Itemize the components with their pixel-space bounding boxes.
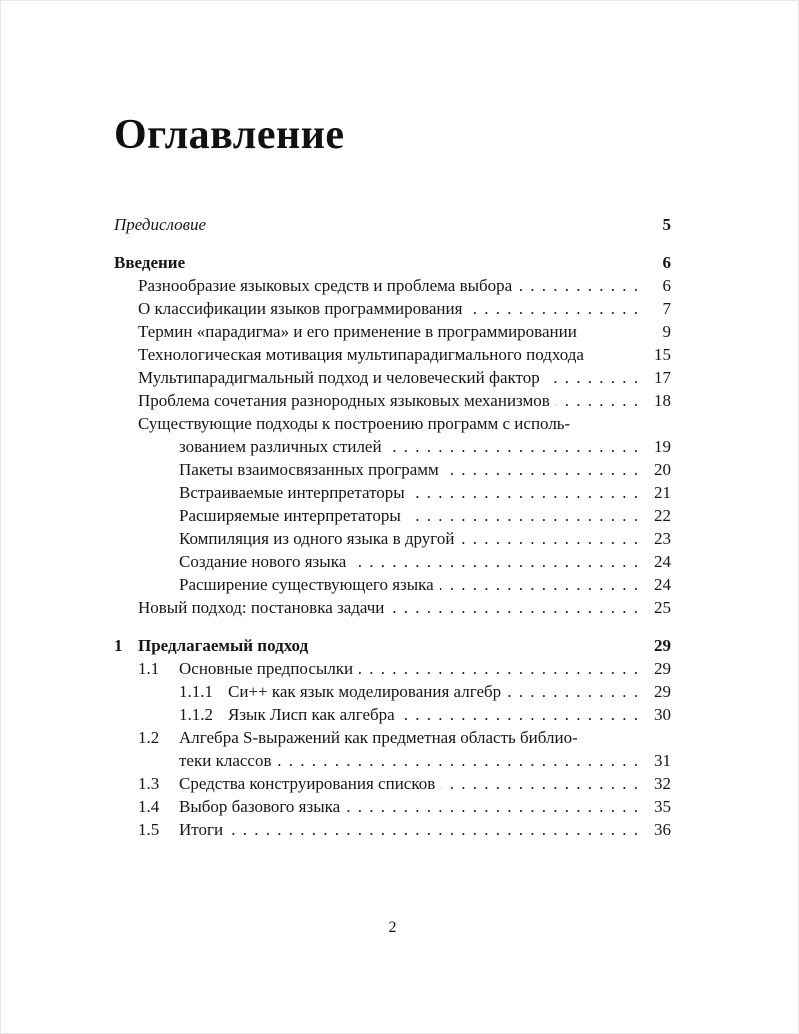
toc-entries [114,213,671,841]
toc-entry[interactable] [114,550,671,573]
toc-entry-page: 35 [654,797,671,817]
toc-entry-page: 29 [654,682,671,702]
toc-entry-text: Расширяемые интерпретаторы [179,506,401,526]
toc-entry[interactable] [114,772,671,795]
toc-entry-text: зованием различных стилей [179,437,382,457]
toc-entry-page: 22 [654,506,671,526]
toc-leader-dots [556,389,638,412]
toc-leader-dots [407,504,638,527]
toc-leader-dots [411,481,638,504]
toc-entry-page: 6 [662,276,671,296]
toc-leader-dots [229,818,638,841]
toc-leader-dots [546,366,638,389]
toc-entry-number: 1.5 [138,820,160,840]
toc-entry[interactable] [114,818,671,841]
toc-entry[interactable] [114,389,671,412]
toc-entry[interactable] [114,343,671,366]
toc-leader-dots [359,657,638,680]
toc-entry-text: Расширение существующего языка [179,575,434,595]
toc-entry[interactable] [114,297,671,320]
toc-entry-page: 23 [654,529,671,549]
toc-leader-dots [390,596,638,619]
toc-entry-text: Термин «парадигма» и его применение в программировании [138,322,577,342]
toc-entry-text: О классификации языков программирования [138,299,463,319]
toc-entry-text: Предисловие [114,215,207,235]
toc-entry[interactable] [114,596,671,619]
toc-entry[interactable] [114,458,671,481]
toc-leader-dots [518,274,638,297]
toc-entry-number: 1.1.1 [179,682,213,702]
toc-entry-text: Технологическая мотивация мультипарадигмального подхода [138,345,584,365]
page-number-footer: 2 [388,919,397,936]
toc-leader-dots [440,573,638,596]
toc-leader-dots [468,297,638,320]
toc-entry-page: 17 [654,368,671,388]
toc-entry-number: 1.2 [138,728,160,748]
page-content [114,111,671,841]
toc-leader-dots [460,527,638,550]
toc-entry-page: 24 [654,575,671,595]
toc-entry-page: 15 [654,345,671,365]
toc-entry-page: 21 [654,483,671,503]
toc-entry-text: Пакеты взаимосвязанных программ [179,460,439,480]
toc-leader-dots [401,703,638,726]
toc-entry[interactable] [114,504,671,527]
toc-entry[interactable] [114,726,671,749]
table-of-contents [114,213,671,841]
toc-entry-page: 29 [654,659,671,679]
toc-entry-text: Существующие подходы к построению программ с исполь- [138,414,571,434]
toc-entry-page: 7 [662,299,671,319]
toc-entry-text: Основные предпосылки [179,659,354,679]
toc-leader-dots [352,550,638,573]
toc-entry-text: Выбор базового языка [179,797,341,817]
toc-entry-text: Язык Лисп как алгебра [228,705,395,725]
toc-leader-dots [388,435,638,458]
toc-entry-text: Итоги [179,820,224,840]
toc-entry[interactable] [114,573,671,596]
toc-entry-text: Средства конструирования списков [179,774,436,794]
toc-entry[interactable] [114,412,671,435]
toc-entry-page: 6 [662,253,671,273]
toc-leader-dots [346,795,638,818]
toc-entry[interactable] [114,749,671,772]
toc-entry-text: Встраиваемые интерпретаторы [179,483,405,503]
toc-entry-page: 20 [654,460,671,480]
toc-entry-text: Алгебра S-выражений как предметная область библио- [179,728,578,748]
toc-entry-page: 36 [654,820,671,840]
toc-entry[interactable] [114,703,671,726]
page-title: Оглавление [114,112,345,158]
toc-entry-text: Си++ как язык моделирования алгебр [228,682,502,702]
toc-entry-number: 1.3 [138,774,160,794]
toc-entry-page: 32 [654,774,671,794]
toc-entry-page: 18 [654,391,671,411]
toc-entry-text: Предлагаемый подход [138,636,309,656]
toc-entry-text: Мультипарадигмальный подход и человеческий фактор [138,368,540,388]
toc-entry-text: Новый подход: постановка задачи [138,598,385,618]
toc-entry-page: 5 [662,215,671,235]
toc-entry[interactable] [114,213,671,236]
toc-entry-text: Разнообразие языковых средств и проблема выбора [138,276,513,296]
toc-entry-page: 30 [654,705,671,725]
toc-entry[interactable] [114,251,671,274]
toc-entry-text: теки классов [179,751,272,771]
toc-leader-dots [278,749,639,772]
toc-entry-page: 25 [654,598,671,618]
toc-entry[interactable] [114,795,671,818]
toc-entry-page: 9 [662,322,671,342]
toc-entry-text: Создание нового языка [179,552,347,572]
toc-entry-page: 29 [654,636,671,656]
toc-entry-page: 24 [654,552,671,572]
toc-entry[interactable] [114,320,671,343]
toc-leader-dots [445,458,638,481]
toc-entry[interactable] [114,481,671,504]
toc-entry-number: 1.1.2 [179,705,213,725]
toc-entry[interactable] [114,680,671,703]
toc-entry-number: 1.4 [138,797,160,817]
toc-entry-text: Введение [114,253,186,273]
toc-entry-page: 31 [654,751,671,771]
toc-entry[interactable] [114,527,671,550]
toc-entry-number: 1 [114,636,123,656]
toc-entry[interactable] [114,634,671,657]
toc-entry-page: 19 [654,437,671,457]
toc-entry[interactable] [114,435,671,458]
toc-entry-number: 1.1 [138,659,160,679]
toc-entry[interactable] [114,657,671,680]
toc-leader-dots [441,772,638,795]
toc-entry[interactable] [114,366,671,389]
toc-entry-text: Компиляция из одного языка в другой [179,529,455,549]
toc-entry-text: Проблема сочетания разнородных языковых механизмов [138,391,550,411]
toc-entry[interactable] [114,274,671,297]
toc-leader-dots [507,680,638,703]
